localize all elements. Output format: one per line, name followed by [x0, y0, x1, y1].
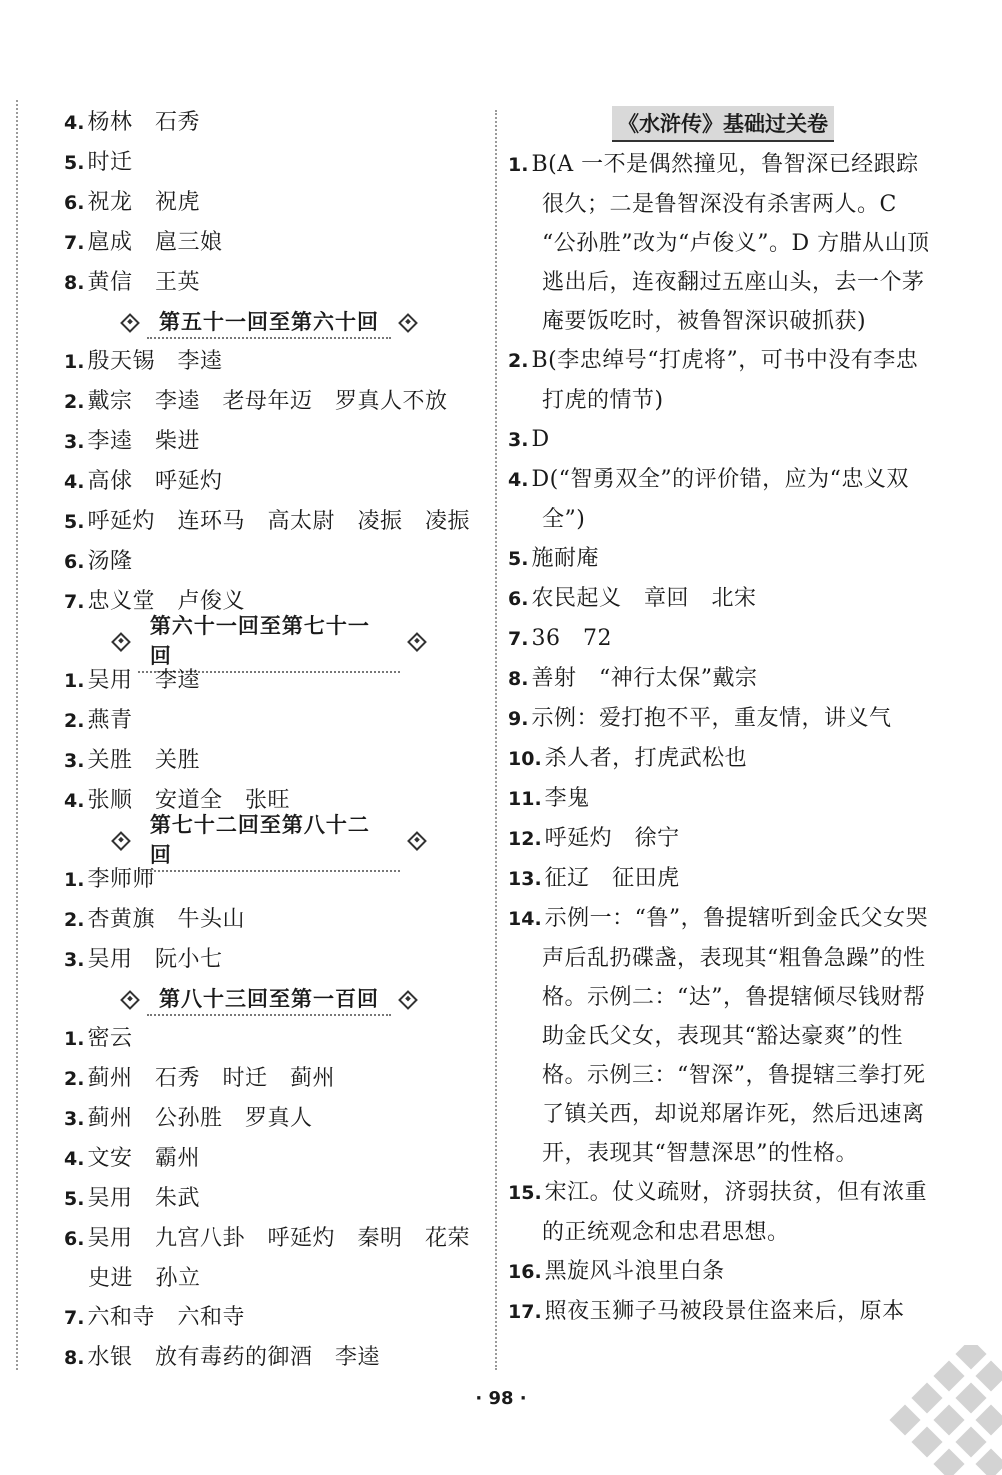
answer-text: D(“智勇双全”的评价错，应为“忠义双全”) [531, 467, 909, 532]
answer-text: 36 72 [531, 626, 612, 651]
answer-number: 3. [64, 431, 85, 453]
answer-item [64, 103, 492, 143]
answer-text: 呼延灼 连环马 高太尉 凌振 凌振 [87, 509, 470, 534]
answer-number: 14. [508, 908, 542, 930]
answer-item [508, 1252, 938, 1292]
answer-number: 8. [64, 1347, 85, 1369]
answer-text: 黄信 王英 [87, 270, 200, 295]
answer-item [64, 422, 492, 462]
answer-text: 吴用 朱武 [87, 1186, 200, 1211]
answer-item [508, 1292, 938, 1332]
answer-number: 4. [64, 790, 85, 812]
answer-number: 1. [508, 154, 529, 176]
answer-item [64, 183, 492, 223]
answer-number: 1. [64, 670, 85, 692]
diamond-icon [398, 990, 418, 1010]
answer-text: 施耐庵 [531, 546, 599, 571]
answer-text: 杨林 石秀 [87, 110, 200, 135]
quiz-title: 《水浒传》基础过关卷 [612, 106, 834, 142]
section-title: 第七十二回至第八十二回 [138, 809, 400, 872]
answer-number: 1. [64, 869, 85, 891]
answer-number: 2. [64, 909, 85, 931]
answer-item [508, 539, 938, 579]
diamond-icon [120, 313, 140, 333]
section-title: 第五十一回至第六十回 [147, 306, 391, 339]
answer-number: 4. [508, 469, 529, 491]
answer-text: 善射 “神行太保”戴宗 [531, 666, 758, 691]
answer-text: 呼延灼 徐宁 [544, 826, 680, 851]
answer-item [64, 143, 492, 183]
answer-item [64, 661, 492, 701]
answer-number: 16. [508, 1261, 542, 1283]
answer-text: 祝龙 祝虎 [87, 190, 200, 215]
answer-text: 农民起义 章回 北宋 [531, 586, 757, 611]
answer-item [508, 420, 938, 460]
section-title: 第六十一回至第七十一回 [138, 610, 400, 673]
answer-text: 李逵 柴进 [87, 429, 200, 454]
left-margin-dots [16, 100, 18, 1370]
answer-item [508, 1173, 938, 1252]
answer-text: 示例：爱打抱不平，重友情，讲义气 [531, 706, 892, 731]
answer-number: 11. [508, 788, 542, 810]
answer-item [64, 542, 492, 582]
answer-number: 3. [508, 429, 529, 451]
answer-item [64, 223, 492, 263]
answer-item [508, 579, 938, 619]
answer-item [64, 1019, 492, 1059]
answer-number: 6. [64, 1228, 85, 1250]
answer-item [64, 741, 492, 781]
answer-text: 照夜玉狮子马被段景住盗来后，原本 [544, 1299, 905, 1324]
answer-number: 3. [64, 1108, 85, 1130]
section-header [104, 813, 434, 867]
answer-number: 12. [508, 828, 542, 850]
answer-item [64, 1219, 492, 1298]
answer-number: 8. [64, 272, 85, 294]
answer-number: 2. [64, 391, 85, 413]
answer-number: 5. [64, 511, 85, 533]
answer-text: 扈成 扈三娘 [87, 230, 223, 255]
left-column [64, 103, 492, 1378]
answer-item [64, 900, 492, 940]
answer-item [64, 1338, 492, 1378]
answer-number: 7. [508, 628, 529, 650]
answer-item [508, 859, 938, 899]
answer-item [508, 145, 938, 341]
answer-text: 密云 [87, 1026, 133, 1051]
answer-text: 杏黄旗 牛头山 [87, 907, 245, 932]
section-header [104, 303, 434, 342]
answer-text: 蓟州 公孙胜 罗真人 [87, 1106, 313, 1131]
answer-number: 1. [64, 351, 85, 373]
answer-number: 4. [64, 1148, 85, 1170]
answer-number: 7. [64, 591, 85, 613]
answer-item [64, 342, 492, 382]
answer-item [508, 739, 938, 779]
answer-text: 燕青 [87, 708, 133, 733]
answer-item [508, 659, 938, 699]
answer-text: D [531, 427, 550, 452]
answer-number: 7. [64, 1307, 85, 1329]
answer-text: 杀人者，打虎武松也 [544, 746, 748, 771]
answer-item [508, 699, 938, 739]
answer-item [64, 1139, 492, 1179]
answer-text: 吴用 李逵 [87, 668, 200, 693]
answer-number: 2. [64, 710, 85, 732]
answer-number: 3. [64, 750, 85, 772]
answer-number: 4. [64, 471, 85, 493]
answer-text: 黑旋风斗浪里白条 [544, 1259, 725, 1284]
quiz-answer-list [508, 145, 938, 1332]
answer-number: 6. [508, 588, 529, 610]
answer-text: 示例一：“鲁”，鲁提辖听到金氏父女哭声后乱扔碟盏，表现其“粗鲁急躁”的性格。示例二：“达”，鲁提辖倾尽钱财帮助金氏父女，表现其“豁达豪爽”的性格。示例三：“智深”，鲁提辖三拳打死了镇关西，却说郑屠诈死，然后迅速离开，表现其“智慧深思”的性格。 [542, 906, 929, 1166]
answer-text: 李鬼 [544, 786, 590, 811]
answer-item [508, 460, 938, 539]
answer-number: 10. [508, 748, 542, 770]
answer-item [64, 940, 492, 980]
diamond-icon [407, 632, 427, 652]
quiz-title-wrap [508, 103, 938, 145]
section-header [104, 980, 434, 1019]
answer-text: 六和寺 六和寺 [87, 1305, 245, 1330]
answer-text: 水银 放有毒药的御酒 李逵 [87, 1345, 380, 1370]
answer-number: 8. [508, 668, 529, 690]
answer-item [64, 860, 492, 900]
right-column [508, 103, 938, 1332]
section-header [104, 614, 434, 668]
answer-text: B(李忠绰号“打虎将”，可书中没有李忠打虎的情节) [531, 348, 919, 413]
answer-item [64, 1059, 492, 1099]
answer-item [64, 263, 492, 303]
answer-text: 蓟州 石秀 时迁 蓟州 [87, 1066, 335, 1091]
answer-text: 汤隆 [87, 549, 133, 574]
answer-number: 5. [64, 152, 85, 174]
section-title: 第八十三回至第一百回 [147, 983, 391, 1016]
answer-number: 2. [508, 350, 529, 372]
answer-text: 殷天锡 李逵 [87, 349, 223, 374]
answer-number: 4. [64, 112, 85, 134]
answer-number: 15. [508, 1182, 542, 1204]
answer-number: 2. [64, 1068, 85, 1090]
answer-text: 忠义堂 卢俊义 [87, 589, 245, 614]
answer-number: 17. [508, 1301, 542, 1323]
answer-text: 李师师 [87, 867, 155, 892]
column-divider [495, 110, 497, 1370]
answer-item [508, 779, 938, 819]
page-number: · 98 · [475, 1388, 527, 1409]
answer-item [508, 819, 938, 859]
answer-item [64, 1179, 492, 1219]
answer-text: 高俅 呼延灼 [87, 469, 223, 494]
answer-text: 戴宗 李逵 老母年迈 罗真人不放 [87, 389, 448, 414]
answer-text: B(A 一不是偶然撞见，鲁智深已经跟踪很久；二是鲁智深没有杀害两人。C “公孙胜”改为“卢俊义”。D 方腊从山顶逃出后，连夜翻过五座山头，去一个茅庵要饭吃时，被鲁智深识破抓获) [531, 152, 930, 334]
corner-decoration-icon [882, 1345, 1002, 1475]
answer-number: 6. [64, 192, 85, 214]
answer-text: 征辽 征田虎 [544, 866, 680, 891]
diamond-icon [398, 313, 418, 333]
answer-item [64, 462, 492, 502]
answer-number: 1. [64, 1028, 85, 1050]
answer-text: 文安 霸州 [87, 1146, 200, 1171]
answer-number: 13. [508, 868, 542, 890]
answer-item [508, 619, 938, 659]
diamond-icon [111, 632, 131, 652]
answer-item [64, 1298, 492, 1338]
answer-item [64, 382, 492, 422]
answer-text: 吴用 九宫八卦 呼延灼 秦明 花荣 史进 孙立 [87, 1226, 493, 1291]
answer-item [64, 701, 492, 741]
answer-item [64, 502, 492, 542]
diamond-icon [111, 831, 131, 851]
answer-text: 宋江。仗义疏财，济弱扶贫，但有浓重的正统观念和忠君思想。 [542, 1180, 928, 1245]
answer-item [508, 899, 938, 1173]
diamond-icon [120, 990, 140, 1010]
answer-number: 6. [64, 551, 85, 573]
answer-number: 9. [508, 708, 529, 730]
answer-text: 关胜 关胜 [87, 748, 200, 773]
answer-item [508, 341, 938, 420]
answer-number: 7. [64, 232, 85, 254]
answer-item [64, 1099, 492, 1139]
answer-number: 5. [508, 548, 529, 570]
answer-text: 时迁 [87, 150, 133, 175]
answer-number: 5. [64, 1188, 85, 1210]
answer-text: 吴用 阮小七 [87, 947, 223, 972]
diamond-icon [407, 831, 427, 851]
answer-number: 3. [64, 949, 85, 971]
answer-text: 张顺 安道全 张旺 [87, 788, 290, 813]
